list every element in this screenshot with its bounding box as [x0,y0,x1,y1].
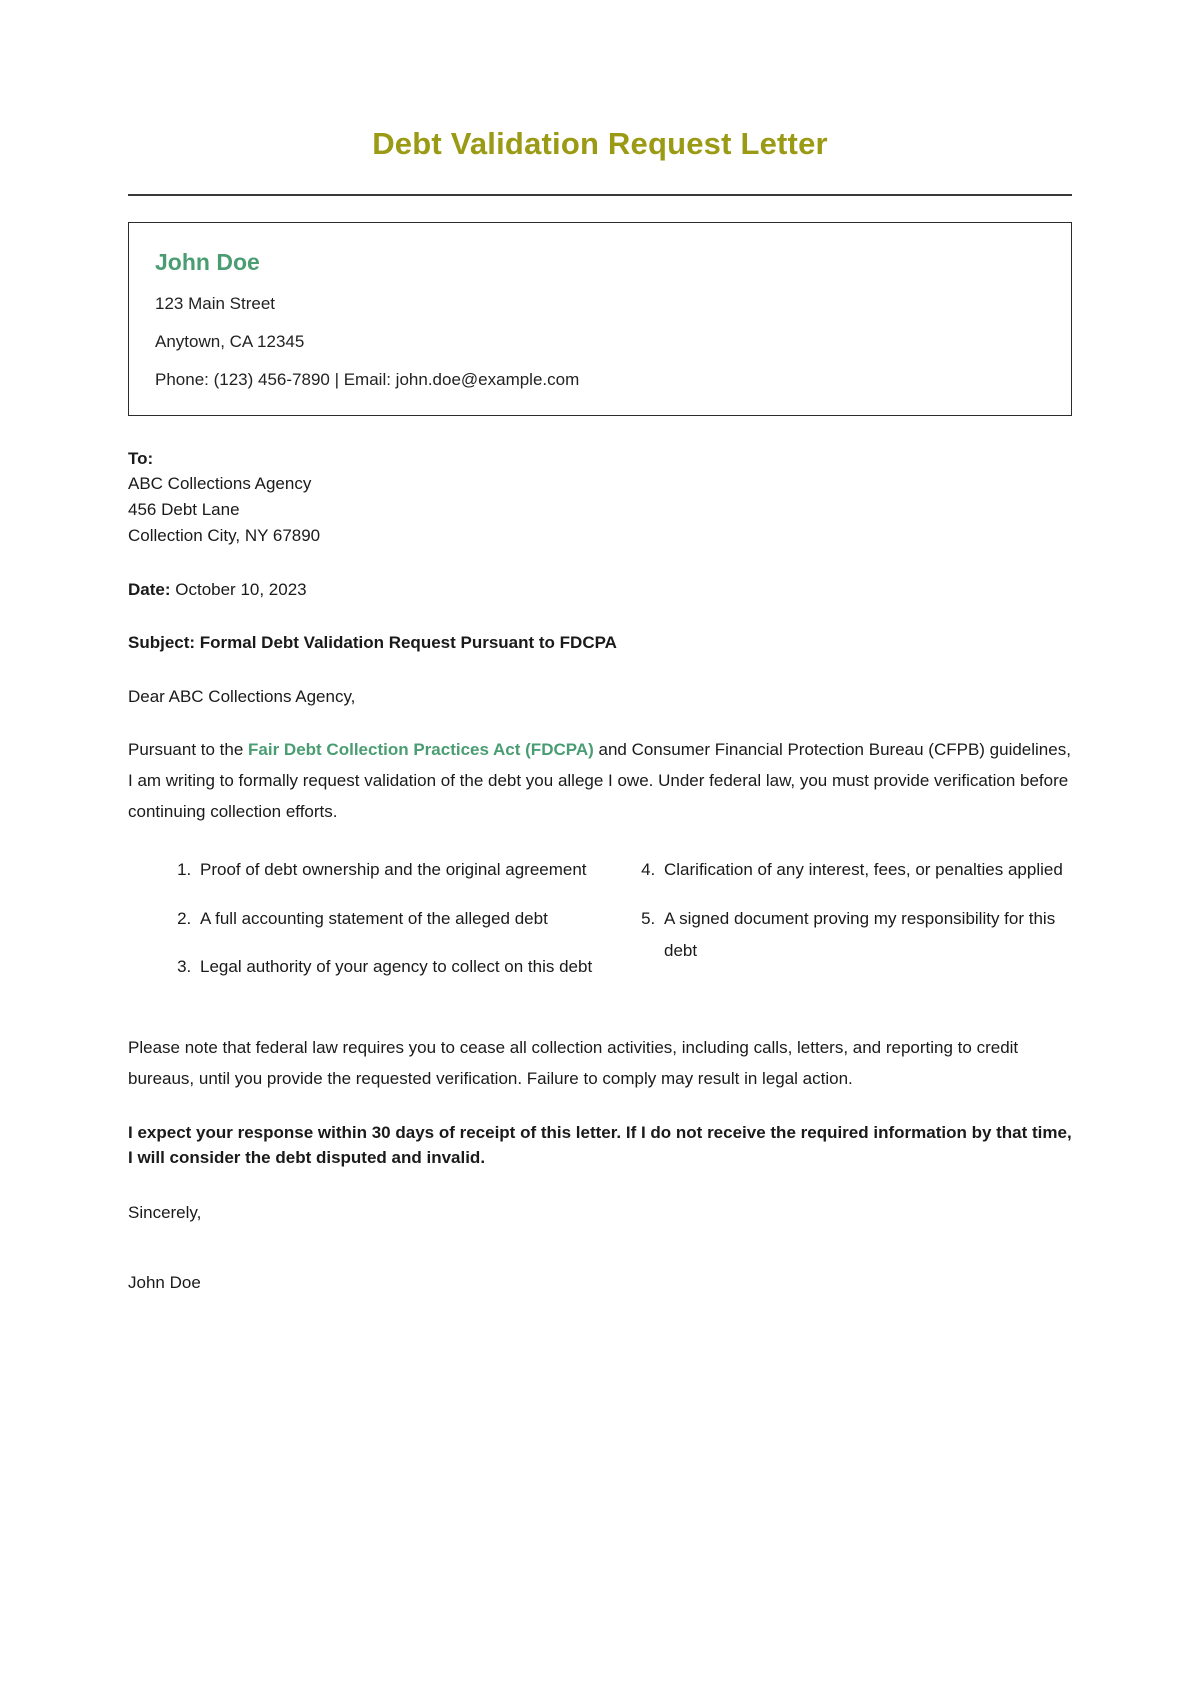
recipient-name: ABC Collections Agency [128,474,312,494]
greeting-line: Dear ABC Collections Agency, [128,686,356,706]
emphasis-paragraph: I expect your response within 30 days of receipt of this letter. If I do not receive the required information by that time, I will consider the debt disputed and invalid. [128,1123,1072,1167]
list-item: 1. Proof of debt ownership and the original agreement [196,854,600,886]
fdcpa-link[interactable]: Fair Debt Collection Practices Act (FDCPA) [248,740,594,760]
requested-items-column-left [128,854,600,999]
list-item: 2. A full accounting statement of the alleged debt [196,903,600,935]
sender-address-box [128,222,1072,415]
recipient-street: 456 Debt Lane [128,500,240,520]
sender-street: 123 Main Street [155,293,276,313]
letter-body [128,416,1072,1296]
recipient-label: To: [128,448,154,468]
intro-text-before-link: Pursuant to the [128,740,249,760]
signature-name: John Doe [128,1272,201,1292]
requested-items-column-right [600,854,1072,999]
list-item: 4. Clarification of any interest, fees, or penalties applied [660,854,1072,886]
sender-city-state-zip: Anytown, CA 12345 [155,332,305,352]
date-line [128,577,1072,603]
list-item: 3. Legal authority of your agency to collect on this debt [196,951,600,983]
sender-name: John Doe [155,249,260,276]
recipient-city-state-zip: Collection City, NY 67890 [128,526,321,546]
intro-paragraph [128,735,1072,828]
date-label: Date: [128,579,171,599]
date-value: October 10, 2023 [175,579,307,599]
intro-text-after-link: and Consumer Financial Protection Bureau (CFPB) guidelines, I am writing to formally request validation of the debt you allege I owe. Under federal law, you must provide verification before continuing collection efforts. [128,740,1071,822]
title-divider [128,194,1072,196]
sender-contact: Phone: (123) 456-7890 | Email: john.doe@example.com [155,370,580,390]
requested-items-ol-right [600,854,1072,967]
list-item: 5. A signed document proving my responsibility for this debt [660,903,1072,968]
requested-items-ol-left [128,854,600,983]
signoff-line: Sincerely, [128,1203,202,1223]
requested-items-list [128,854,1072,999]
recipient-block [128,446,1072,549]
page-title: Debt Validation Request Letter [372,126,828,161]
subject-line: Subject: Formal Debt Validation Request Pursuant to FDCPA [128,633,617,653]
notice-paragraph: Please note that federal law requires you to cease all collection activities, including calls, letters, and reporting to credit bureaus, until you provide the requested verification. Failure to comply may result in legal action. [128,1038,1019,1089]
